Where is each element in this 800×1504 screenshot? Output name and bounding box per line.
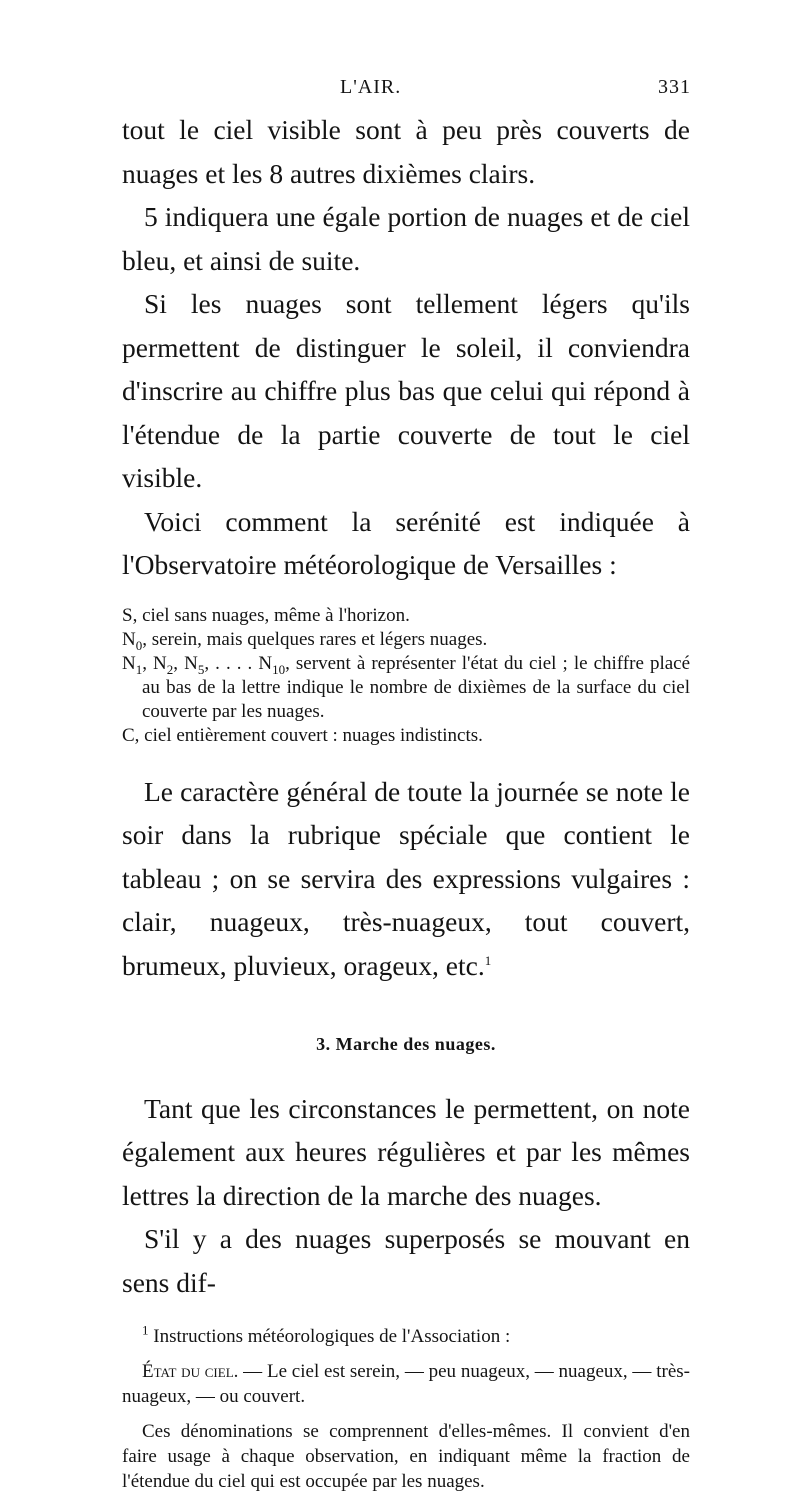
page-number: 331: [658, 76, 691, 98]
paragraph: [122, 770, 690, 988]
legend-subscript: 2: [166, 661, 174, 677]
paragraph: 5 indiquera une égale portion de nuages et de ciel bleu, et ainsi de suite.: [122, 201, 690, 276]
paragraph-text: Le caractère général de toute la journée se note le soir dans la rubrique spéciale que contient le tableau ; on se servira des expressions vulgaires : clair, nuageux, très-nuageux, tout couvert, brumeux, pluvieux, orageux, etc.: [122, 775, 690, 981]
paragraph: Tant que les circonstances le permettent, on note également aux heures régulières et par les mêmes lettres la direction de la marche des nuages.: [122, 1092, 690, 1211]
legend-separator: ,: [142, 652, 154, 674]
legend-entry-c: C, ciel entièrement couvert : nuages indistincts.: [122, 724, 483, 746]
legend-separator: ,: [173, 652, 185, 674]
legend-subscript: 5: [197, 661, 205, 677]
footnotes: [122, 1324, 690, 1494]
running-title: L'AIR.: [340, 76, 402, 98]
legend-letter: N: [122, 628, 136, 650]
legend-subscript: 0: [135, 637, 143, 653]
legend-ellipsis: , . . . .: [204, 652, 259, 674]
footnote-intro: [122, 1324, 690, 1349]
serenity-legend: [122, 604, 690, 748]
footnote-text: — Le ciel est serein, — peu nuageux, — nuageux, — très-nuageux, — ou couvert.: [122, 1361, 690, 1407]
footnote-etat: [122, 1359, 690, 1409]
paragraph: Voici comment la serénité est indiquée à l'Observatoire météorologique de Versailles :: [122, 505, 690, 580]
legend-letter: N: [258, 652, 273, 674]
legend-letter: N: [153, 652, 167, 674]
legend-entry-s: S, ciel sans nuages, même à l'horizon.: [122, 604, 410, 626]
legend-subscript: 10: [272, 661, 286, 677]
footnote-closing: Ces dénominations se comprennent d'elles-mêmes. Il convient d'en faire usage à chaque observation, en indiquant même la fraction de l'étendue du ciel qui est occupée par les nuages.: [122, 1421, 690, 1492]
body-text: [122, 108, 690, 1504]
footnote-reference: 1: [484, 952, 492, 968]
legend-entry-n: [122, 652, 690, 724]
paragraph: S'il y a des nuages superposés se mouvant en sens dif-: [122, 1223, 690, 1298]
footnote-text: Instructions météorologiques de l'Association :: [153, 1326, 511, 1347]
section-heading: 3. Marche des nuages.: [316, 1034, 496, 1054]
legend-letter: N: [184, 652, 198, 674]
legend-entry-n0: [122, 628, 690, 652]
legend-letter: N: [122, 652, 136, 674]
legend-text: , serein, mais quelques rares et légers nuages.: [142, 628, 488, 650]
paragraph-continuation: tout le ciel visible sont à peu près couverts de nuages et les 8 autres dixièmes clairs.: [122, 114, 690, 189]
paragraph: Si les nuages sont tellement légers qu'ils permettent de distinguer le soleil, il conviendra d'inscrire au chiffre plus bas que celui qui répond à l'étendue de la partie couverte de tout le ciel visible.: [122, 288, 690, 493]
running-head: [0, 76, 800, 102]
legend-subscript: 1: [135, 661, 143, 677]
legend-text: , servent à représenter l'état du ciel ; le chiffre placé au bas de la lettre indique le nombre de dixièmes de la surface du ciel couverte par les nuages.: [142, 652, 691, 722]
footnote-marker: 1: [142, 1322, 149, 1338]
footnote-label: État du ciel.: [142, 1361, 239, 1382]
